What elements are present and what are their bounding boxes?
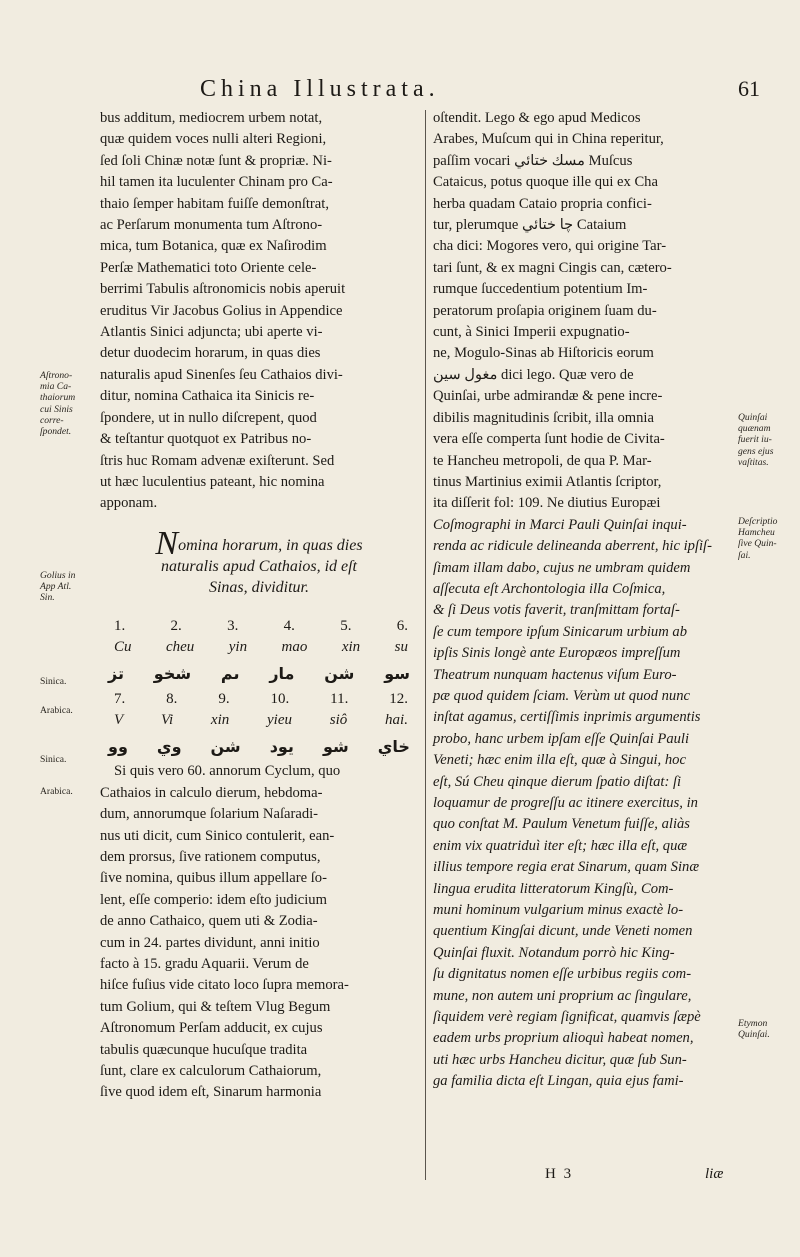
text-line: ſive nomina, quibus illum appellare ſo- [100, 870, 327, 887]
text-line: ſpondere, ut in nullo diſcrepent, quod [100, 409, 317, 426]
running-title: China Illustrata. [200, 76, 440, 102]
heading-line: naturalis apud Cathaios, id eſt [160, 557, 357, 575]
text-line: mune, non autem uni proprium ac ſingulare, [433, 987, 692, 1004]
text-line: herba quadam Cataio propria confici- [433, 195, 652, 212]
hour-number: 2. [170, 617, 182, 634]
sinica-name: V [114, 711, 124, 728]
text-line: pæ quod quidem ſciam. Verùm ut quod nunc [433, 687, 690, 704]
text-line: tabulis quæcunque hucuſque tradita [100, 1041, 308, 1058]
left-column [100, 108, 418, 1104]
text-line: oſtendit. Lego & ego apud Medicos [433, 110, 641, 126]
sinica-name: Vi [160, 711, 174, 728]
hour-number: 11. [330, 690, 349, 707]
text-line: hiſce fuſius vide citato loco ſupra memora- [100, 977, 349, 994]
margin-label-arabica: Arabica. [40, 705, 73, 716]
text-line: peratorum proſapia originem ſuam du- [433, 302, 657, 319]
margin-label-sinica: Sinica. [40, 676, 67, 687]
text-line: eadem urbs proprium alioquì habeat nomen, [433, 1030, 694, 1047]
text-line: ſunt, clare ex calculorum Cathaiorum, [100, 1063, 322, 1080]
text-line: apponam. [100, 495, 158, 512]
text-line: Quinſai, urbe admirandæ & pene incre- [433, 388, 663, 405]
text-line: Atlantis Sinici adjuncta; ubi aperte vi- [100, 324, 323, 341]
hour-number: 1. [114, 617, 126, 634]
hour-number: 4. [283, 617, 295, 634]
signature-mark: H 3 [545, 1166, 574, 1182]
text-line: ſive quod idem eſt, Sinarum harmonia [100, 1084, 322, 1101]
section-heading [100, 524, 418, 598]
text-line: bus additum, mediocrem urbem notat, [100, 110, 323, 126]
hour-number: 12. [389, 690, 408, 707]
arabic-name: ىم [220, 663, 240, 683]
sinica-names-row [100, 637, 418, 658]
column-divider [425, 110, 426, 1180]
text-line: paſſim vocari مسك ختائي Muſcus [433, 152, 633, 169]
text-line: Coſmographi in Marci Pauli Quinſai inqui- [433, 516, 687, 533]
text-line: ac Perſarum monumenta tum Aſtrono- [100, 217, 323, 234]
text-line: ſu dignitatus nomen eſſe urbibus regiis com- [433, 966, 692, 983]
hour-number: 10. [270, 690, 290, 707]
heading-line: omina horarum, in quas dies [178, 536, 363, 554]
text-line: te Hancheu metropoli, de qua P. Mar- [433, 452, 652, 469]
text-line: vera eſſe comperta ſunt hodie de Civita- [433, 431, 665, 448]
text-line: lingua erudita litteratorum Kingſù, Com- [433, 880, 674, 897]
text-line: loquamur de progreſſu ac itinere exercitus, in [433, 795, 698, 811]
text-line: Quinſai fluxit. Notandum porrò hic King- [433, 944, 675, 961]
text-line: muni hominum vulgarium minus exactè lo- [433, 902, 684, 919]
hour-number: 7. [114, 690, 126, 707]
text-line: dem prorsus, ſive rationem computus, [100, 848, 321, 865]
text-line: aſſecuta eſt Archontologia illa Coſmica, [433, 580, 666, 597]
arabic-name: شن [210, 736, 241, 756]
right-column [433, 108, 729, 1093]
text-line: tur, plerumque چا ختائي Cataium [433, 217, 627, 234]
arabic-name: يود [269, 736, 294, 756]
text-line: facto à 15. gradu Aquarii. Verum de [100, 956, 309, 972]
sinica-name: hai. [385, 711, 408, 728]
hour-numbers-row [100, 689, 418, 710]
text-line: ita diſſerit fol: 109. Ne diutius Europæi [433, 495, 661, 512]
sinica-name: yieu [267, 711, 292, 728]
text-line: cha dici: Mogores vero, qui origine Tar- [433, 238, 667, 255]
hour-number: 9. [218, 690, 230, 707]
text-line: tum Golium, qui & teſtem Vlug Begum [100, 998, 331, 1015]
text-line: thaio ſemper habitam fuiſſe demonſtrat, [100, 195, 329, 212]
text-line: uti hæc urbs Hancheu dicitur, quæ ſub Sun- [433, 1051, 687, 1068]
text-line: inſtat agamus, certiſſimis inprimis argumentis [433, 709, 701, 726]
hour-number: 5. [340, 617, 352, 634]
sinica-name: xin [341, 639, 361, 656]
arabic-name: وي [156, 736, 182, 756]
text-line: quæ quidem voces nulli alteri Regioni, [100, 131, 327, 148]
text-line: ut hæc luculentius pateant, hic nomina [100, 473, 325, 490]
sinica-name: Cu [114, 639, 132, 656]
arabic-name: مار [269, 663, 295, 683]
page-number: 61 [738, 76, 760, 101]
drop-initial: N [155, 524, 179, 562]
heading-line: Sinas, dividitur. [208, 578, 309, 596]
arabic-name: خاي [377, 736, 410, 756]
text-line: ſiquidem verè regiam ſignificat, quamvis ſæpè [433, 1009, 701, 1026]
sinica-name: cheu [165, 639, 195, 656]
text-line: Aſtronomum Perſam adducit, ex cujus [100, 1020, 323, 1037]
text-line: ga familia dicta eſt Lingan, quia ejus fami- [433, 1073, 684, 1090]
hour-number: 8. [166, 690, 178, 707]
arabica-names-row [100, 659, 418, 689]
text-line: nus uti dicit, cum Sinico contulerit, ean- [100, 827, 335, 844]
text-line: Cathaios in calculo dierum, hebdoma- [100, 784, 323, 801]
text-line: ne, Mogulo-Sinas ab Hiſtoricis eorum [433, 345, 654, 362]
text-line: detur duodecim horarum, in quas dies [100, 345, 321, 362]
hour-number: 3. [227, 617, 239, 634]
text-line: Veneti; hæc enim illa eſt, quæ à Singui, hoc [433, 752, 686, 769]
text-line: eruditus Vir Jacobus Golius in Appendice [100, 302, 343, 319]
text-line: mica, tum Botanica, quæ ex Naſirodim [100, 238, 327, 255]
margin-note-golius: Golius in App Atl. Sin. [40, 570, 76, 604]
text-line: ſed ſoli Chinæ notæ ſunt & propriæ. Ni- [100, 152, 332, 169]
text-line: lent, eſſe comperio: idem eſto judicium [100, 891, 327, 908]
sinica-names-row [100, 710, 418, 731]
sinica-name: mao [281, 639, 308, 656]
text-line: مغول سين dici lego. Quæ vero de [433, 366, 634, 383]
text-line: ſimam illam dabo, cujus ne umbram quidem [433, 559, 691, 576]
text-line: Perſæ Mathematici toto Oriente cele- [100, 259, 317, 276]
text-line: cunt, à Sinici Imperii expugnatio- [433, 324, 630, 341]
margin-label-sinica: Sinica. [40, 754, 67, 765]
text-line: berrimi Tabulis aſtronomicis nobis aperuit [100, 281, 346, 298]
text-line: Arabes, Muſcum qui in China reperitur, [433, 131, 664, 148]
text-line: hil tamen ita luculenter Chinam pro Ca- [100, 174, 333, 191]
text-line: quo conſtat M. Paulum Venetum fuiſſe, aliàs [433, 816, 690, 833]
text-line: ipſis Sinis longè ante Europæos impreſſum [433, 645, 681, 662]
text-line: cum in 24. partes dividunt, anni initio [100, 934, 320, 951]
text-line: & ſi Deus votis faverit, tranſmittam fortaſ- [433, 602, 680, 619]
text-line: Si quis vero 60. annorum Cyclum, quo [114, 763, 341, 780]
text-line: dibilis magnitudinis ſcribit, illa omnia [433, 409, 654, 426]
sinica-name: su [394, 639, 408, 656]
text-line: naturalis apud Sinenſes ſeu Cathaios divi- [100, 366, 343, 383]
text-line: enim vix quatriduì iter eſt; hæc illa eſt, quæ [433, 837, 688, 854]
text-line: de anno Cathaico, quem uti & Zodia- [100, 913, 318, 930]
text-line: tinus Martinius eximii Atlantis ſcriptor, [433, 473, 662, 490]
sinica-name: xin [210, 711, 230, 728]
text-line: renda ac ridicule delineanda aberrent, hic ipſiſ- [433, 538, 712, 555]
arabic-name: شو [322, 736, 349, 756]
text-line: dum, annorumque ſolarium Naſaradi- [100, 806, 319, 823]
arabic-name: وو [108, 736, 128, 756]
hour-number: 6. [396, 617, 408, 634]
margin-note-descriptio: Deſcriptio Hamcheu ſive Quin- ſai. [738, 516, 778, 561]
running-header [200, 76, 760, 110]
sinica-name: yin [228, 639, 248, 656]
arabic-name: سو [384, 663, 410, 683]
text-line: quentium Kingſai dicunt, unde Veneti nomen [433, 923, 693, 940]
arabic-name: شن [324, 663, 355, 683]
text-line: eſt, Sú Cheu qinque dierum ſpatio diſtat: ſi [433, 773, 682, 790]
text-line: probo, hanc urbem ipſam eſſe Quinſai Pauli [433, 730, 690, 747]
text-line: ſtris huc Romam advenæ exiſterunt. Sed [100, 452, 335, 469]
text-line: tari ſunt, & ex magni Cingis can, cætero- [433, 259, 672, 276]
text-line: Cataicus, potus quoque ille qui ex Cha [433, 174, 658, 191]
sinica-name: siô [329, 711, 348, 728]
catchword: liæ [705, 1166, 724, 1182]
margin-label-arabica: Arabica. [40, 786, 73, 797]
arabic-name: تز [108, 663, 124, 683]
arabic-name: شخو [153, 663, 192, 683]
text-line: Theatrum nunquam hactenus viſum Euro- [433, 666, 677, 683]
margin-note-quinsai: Quinſai quænam fuerit iu- gens ejus vaſtitas. [738, 412, 774, 468]
arabica-names-row [100, 731, 418, 761]
margin-note-astronomia: Aſtrono- mia Ca- thaiorum cui Sinis corre- ſpondet. [40, 370, 76, 438]
hour-numbers-row [100, 616, 418, 637]
text-line: ſe cum tempore ipſum Sinicarum urbium ab [433, 623, 688, 640]
text-line: rumque ſuccedentium potentium Im- [433, 281, 648, 298]
text-line: & teſtantur quotquot ex Patribus no- [100, 431, 312, 448]
text-line: ditur, nomina Cathaica ita Sinicis re- [100, 388, 315, 405]
text-line: illius tempore regia erat Sinarum, quam Sinæ [433, 859, 700, 876]
margin-note-etymon: Etymon Quinſai. [738, 1018, 770, 1041]
